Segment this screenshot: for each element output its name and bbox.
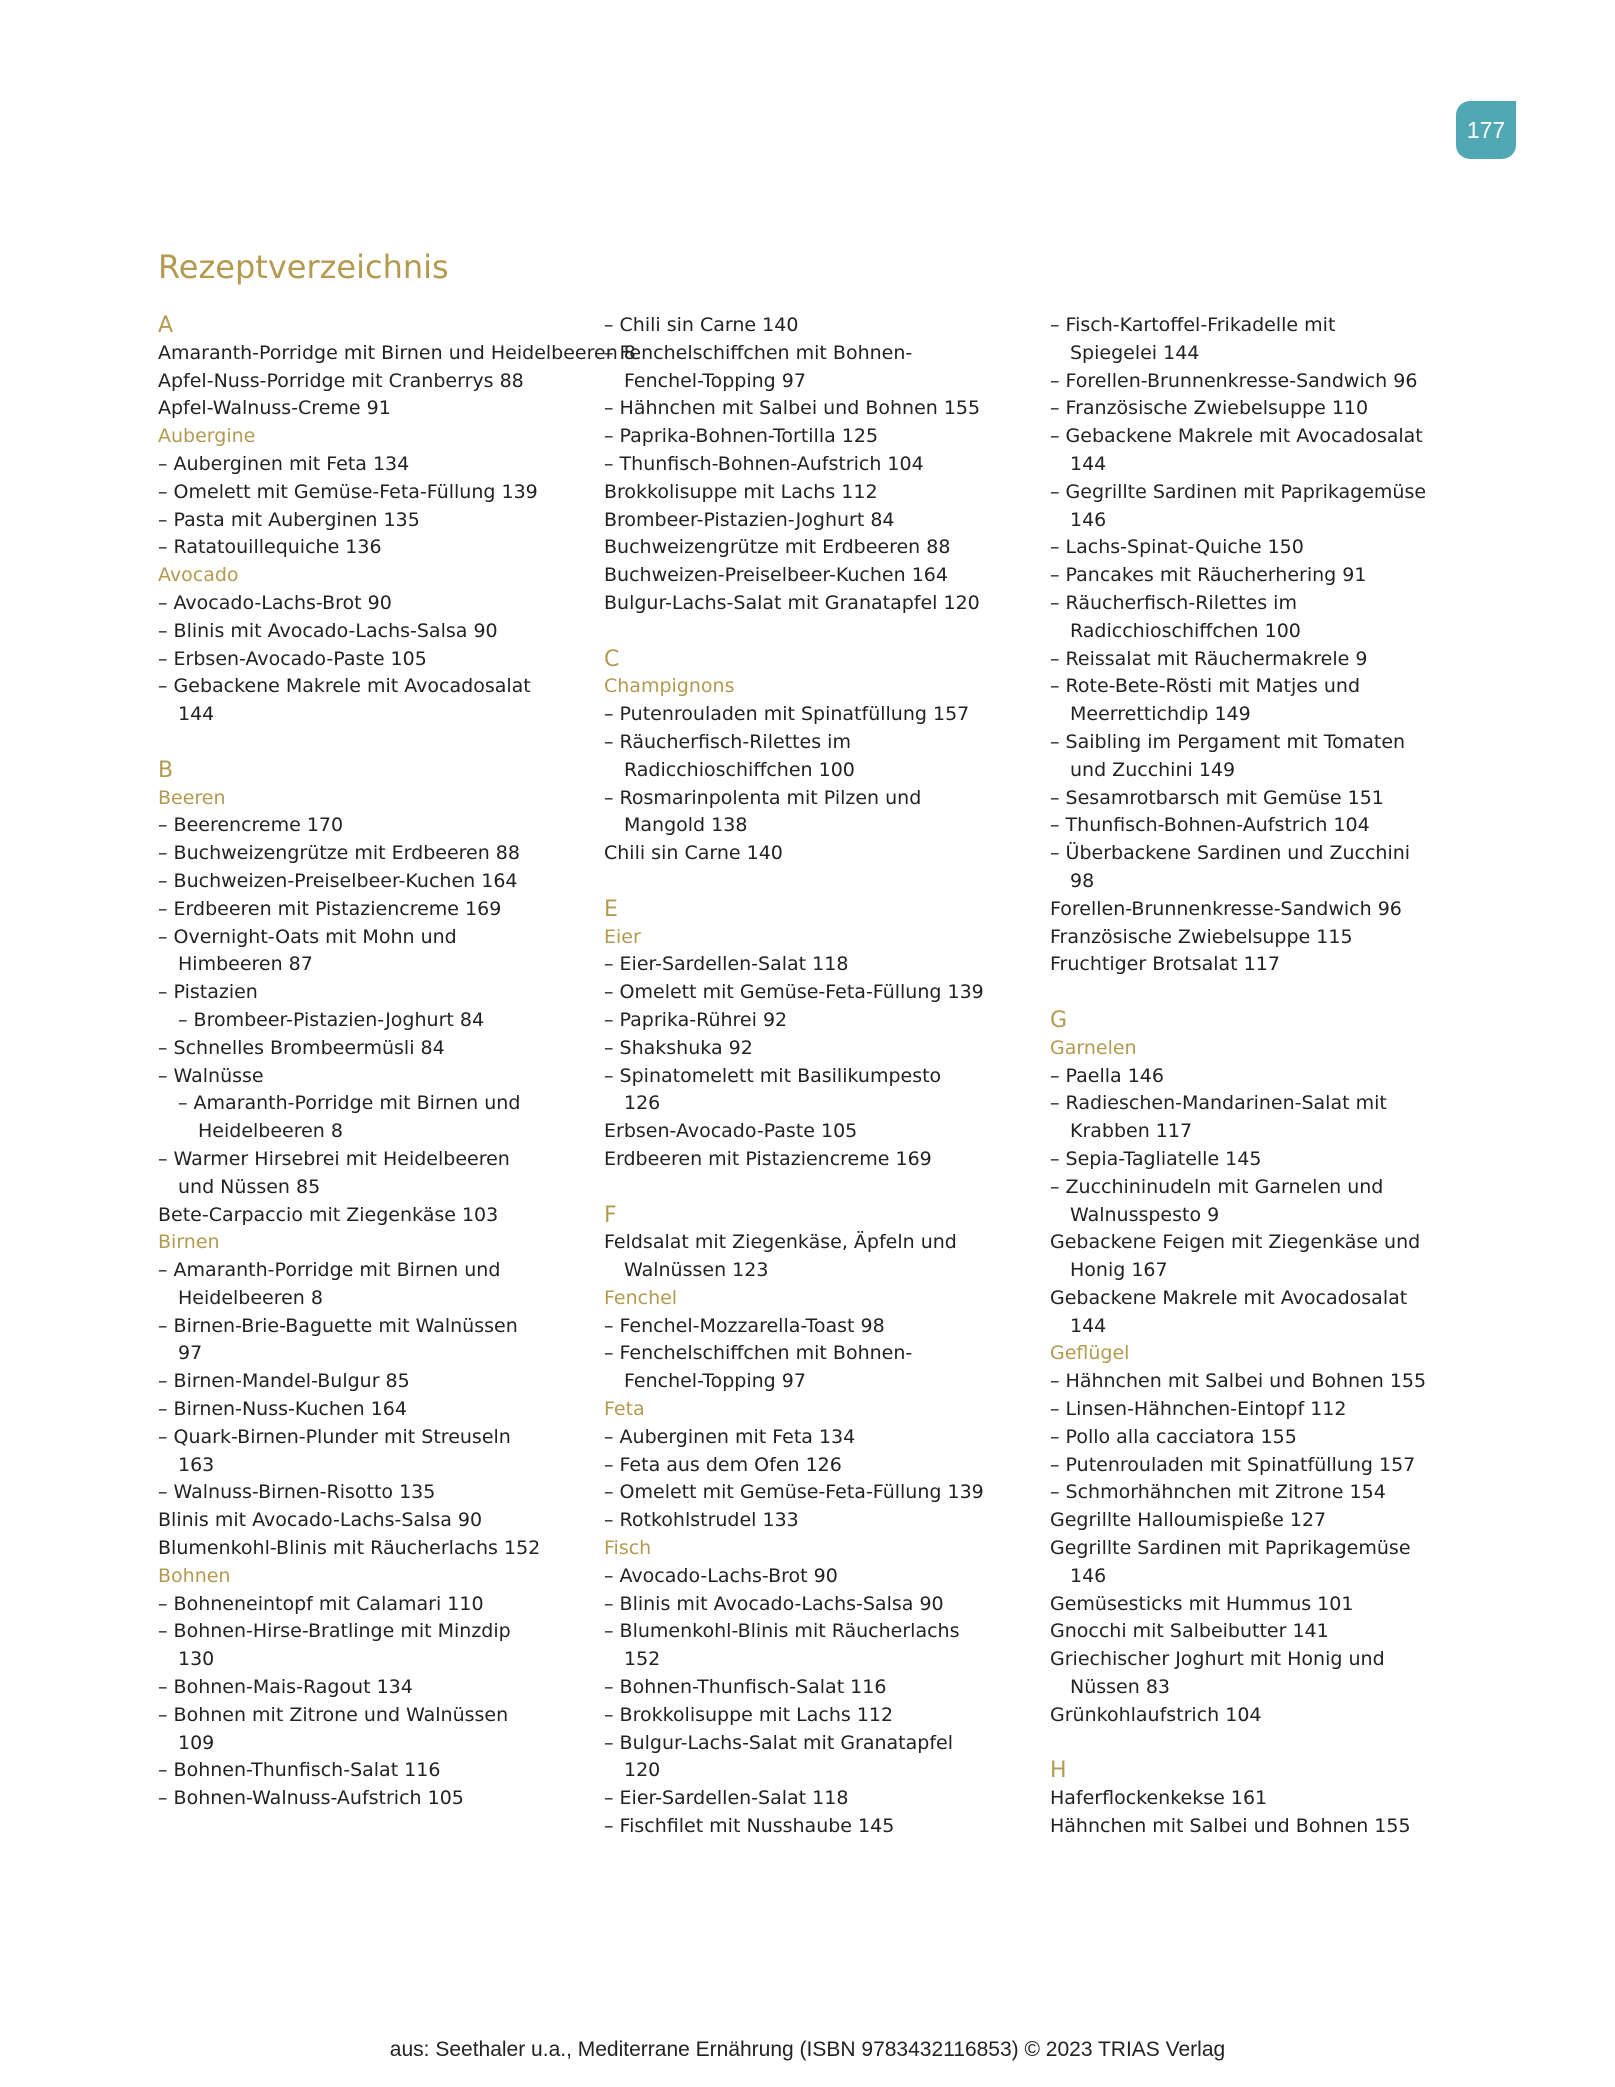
index-subentry: – Gebackene Makrele mit Avocadosalat (1050, 425, 1423, 448)
index-entry: Chili sin Carne 140 (604, 842, 783, 865)
index-subentry: – Überbackene Sardinen und Zucchini (1050, 842, 1411, 865)
index-subentry: – Bohnen-Thunfisch-Salat 116 (604, 1676, 887, 1699)
index-subentry: – Blinis mit Avocado-Lachs-Salsa 90 (604, 1592, 944, 1615)
index-subentry: – Auberginen mit Feta 134 (604, 1425, 856, 1448)
index-subsubentry: – Amaranth-Porridge mit Birnen und (178, 1092, 521, 1115)
index-entry-continuation: Heidelbeeren 8 (178, 1286, 323, 1309)
index-entry: Fruchtiger Brotsalat 117 (1050, 953, 1280, 976)
index-subentry: – Fischfilet mit Nusshaube 145 (604, 1815, 895, 1838)
index-subentry: – Thunfisch-Bohnen-Aufstrich 104 (604, 452, 924, 475)
index-entry-continuation: und Zucchini 149 (1070, 758, 1236, 781)
index-subentry: – Bohneneintopf mit Calamari 110 (158, 1592, 484, 1615)
index-entry-continuation: 120 (624, 1759, 661, 1782)
index-entry-continuation: 98 (1070, 869, 1095, 892)
index-entry: Bulgur-Lachs-Salat mit Granatapfel 120 (604, 591, 980, 614)
index-entry-continuation: 146 (1070, 508, 1107, 531)
index-subentry: – Shakshuka 92 (604, 1036, 753, 1059)
category-heading: Geflügel (1050, 1342, 1130, 1365)
category-heading: Fisch (604, 1537, 652, 1560)
index-subentry: – Birnen-Mandel-Bulgur 85 (158, 1370, 410, 1393)
index-subentry: – Beerencreme 170 (158, 814, 344, 837)
category-heading: Birnen (158, 1231, 220, 1254)
section-letter: F (604, 1202, 617, 1228)
index-subentry: – Bohnen-Hirse-Bratlinge mit Minzdip (158, 1620, 511, 1643)
index-subentry: – Bohnen mit Zitrone und Walnüssen (158, 1703, 509, 1726)
index-entry: Buchweizengrütze mit Erdbeeren 88 (604, 536, 951, 559)
index-subentry: – Avocado-Lachs-Brot 90 (158, 591, 392, 614)
index-entry: Blinis mit Avocado-Lachs-Salsa 90 (158, 1509, 483, 1532)
index-subentry: – Blumenkohl-Blinis mit Räucherlachs (604, 1620, 960, 1643)
index-subentry: – Fisch-Kartoffel-Frikadelle mit (1050, 314, 1336, 336)
index-subentry: – Rote-Bete-Rösti mit Matjes und (1050, 675, 1361, 698)
index-entry: Buchweizen-Preiselbeer-Kuchen 164 (604, 564, 948, 587)
index-subentry: – Räucherfisch-Rilettes im (1050, 591, 1297, 614)
index-entry: Bete-Carpaccio mit Ziegenkäse 103 (158, 1203, 499, 1226)
index-subentry: – Bohnen-Mais-Ragout 134 (158, 1676, 413, 1699)
index-subentry: – Radieschen-Mandarinen-Salat mit (1050, 1092, 1387, 1115)
index-entry-continuation: Nüssen 83 (1070, 1676, 1171, 1699)
index-subentry: – Pistazien (158, 981, 258, 1004)
section-letter: H (1050, 1758, 1067, 1784)
index-subentry: – Erdbeeren mit Pistaziencreme 169 (158, 897, 502, 920)
index-subentry: – Schnelles Brombeermüsli 84 (158, 1036, 445, 1059)
index-subentry: – Bohnen-Thunfisch-Salat 116 (158, 1759, 441, 1782)
index-subentry: – Eier-Sardellen-Salat 118 (604, 1787, 849, 1810)
index-subentry: – Paprika-Bohnen-Tortilla 125 (604, 425, 879, 448)
index-entry: Brokkolisuppe mit Lachs 112 (604, 480, 878, 503)
index-entry-continuation: Himbeeren 87 (178, 953, 313, 976)
index-subentry: – Walnüsse (158, 1064, 264, 1087)
index-subentry: – Omelett mit Gemüse-Feta-Füllung 139 (158, 480, 538, 503)
index-subentry: – Blinis mit Avocado-Lachs-Salsa 90 (158, 619, 498, 642)
index-entry: Apfel-Walnuss-Creme 91 (158, 397, 391, 420)
index-entry-continuation: Spiegelei 144 (1070, 341, 1200, 364)
index-subentry: – Sesamrotbarsch mit Gemüse 151 (1050, 786, 1384, 809)
index-subentry: – Avocado-Lachs-Brot 90 (604, 1564, 838, 1587)
index-subentry: – Fenchel-Mozzarella-Toast 98 (604, 1314, 885, 1337)
index-subentry: – Reissalat mit Räuchermakrele 9 (1050, 647, 1368, 670)
index-subentry: – Warmer Hirsebrei mit Heidelbeeren (158, 1147, 510, 1170)
index-subentry: – Pasta mit Auberginen 135 (158, 508, 420, 531)
index-subentry: – Putenrouladen mit Spinatfüllung 157 (1050, 1453, 1416, 1476)
index-column-3 (1050, 312, 1470, 1841)
index-subentry: – Zucchininudeln mit Garnelen und (1050, 1175, 1384, 1198)
index-entry: Französische Zwiebelsuppe 115 (1050, 925, 1353, 948)
section-letter: C (604, 646, 620, 672)
index-entry: Grünkohlaufstrich 104 (1050, 1703, 1262, 1726)
index-entry-continuation: Heidelbeeren 8 (198, 1120, 343, 1143)
index-entry-continuation: 144 (1070, 1314, 1107, 1337)
index-subentry: – Forellen-Brunnenkresse-Sandwich 96 (1050, 369, 1418, 392)
index-subentry: – Brokkolisuppe mit Lachs 112 (604, 1703, 894, 1726)
index-subentry: – Pancakes mit Räucherhering 91 (1050, 564, 1367, 587)
index-subentry: – Eier-Sardellen-Salat 118 (604, 953, 849, 976)
page-footer: aus: Seethaler u.a., Mediterrane Ernährung (ISBN 9783432116853) © 2023 TRIAS Verlag (389, 2038, 1226, 2061)
index-entry-continuation: und Nüssen 85 (178, 1175, 321, 1198)
index-entry: Gemüsesticks mit Hummus 101 (1050, 1592, 1354, 1615)
section-letter: A (158, 313, 174, 338)
index-subentry: – Spinatomelett mit Basilikumpesto (604, 1064, 942, 1087)
index-entry-continuation: Krabben 117 (1070, 1120, 1193, 1143)
index-subentry: – Quark-Birnen-Plunder mit Streuseln (158, 1425, 511, 1448)
index-subentry: – Hähnchen mit Salbei und Bohnen 155 (604, 397, 981, 420)
index-entry-continuation: Fenchel-Topping 97 (624, 1370, 806, 1393)
page-title: Rezeptverzeichnis (158, 248, 449, 286)
index-subentry: – Omelett mit Gemüse-Feta-Füllung 139 (604, 981, 984, 1004)
index-entry-continuation: 163 (178, 1453, 215, 1476)
index-subentry: – Birnen-Nuss-Kuchen 164 (158, 1398, 407, 1421)
index-entry: Amaranth-Porridge mit Birnen und Heidelbeeren 8 (158, 341, 636, 364)
index-subentry: – Birnen-Brie-Baguette mit Walnüssen (158, 1314, 518, 1337)
index-entry-continuation: Mangold 138 (624, 814, 748, 837)
page-number-badge: 177 (1456, 101, 1516, 159)
index-subentry: – Bulgur-Lachs-Salat mit Granatapfel (604, 1731, 953, 1754)
index-subentry: – Ratatouillequiche 136 (158, 536, 382, 559)
index-entry-continuation: Walnusspesto 9 (1070, 1203, 1220, 1226)
index-subentry: – Gegrillte Sardinen mit Paprikagemüse (1050, 480, 1427, 503)
category-heading: Bohnen (158, 1564, 231, 1587)
index-subentry: – Paprika-Rührei 92 (604, 1008, 788, 1031)
index-subentry: – Pollo alla cacciatora 155 (1050, 1425, 1297, 1448)
index-subentry: – Thunfisch-Bohnen-Aufstrich 104 (1050, 814, 1370, 837)
category-heading: Garnelen (1050, 1036, 1137, 1059)
index-subentry: – Rotkohlstrudel 133 (604, 1509, 799, 1532)
category-heading: Aubergine (158, 425, 256, 448)
index-subentry: – Gebackene Makrele mit Avocadosalat (158, 675, 531, 698)
index-entry-continuation: 109 (178, 1731, 215, 1754)
index-subentry: – Räucherfisch-Rilettes im (604, 730, 851, 753)
index-entry-continuation: Walnüssen 123 (624, 1259, 769, 1282)
index-entry-continuation: 130 (178, 1648, 215, 1671)
index-subentry: – Französische Zwiebelsuppe 110 (1050, 397, 1369, 420)
index-entry: Gegrillte Halloumispieße 127 (1050, 1509, 1327, 1532)
category-heading: Beeren (158, 786, 226, 809)
index-subentry: – Buchweizengrütze mit Erdbeeren 88 (158, 842, 520, 865)
index-subentry: – Schmorhähnchen mit Zitrone 154 (1050, 1481, 1386, 1504)
index-subentry: – Rosmarinpolenta mit Pilzen und (604, 786, 922, 809)
category-heading: Fenchel (604, 1286, 678, 1309)
index-entry-continuation: 144 (1070, 452, 1107, 475)
index-entry: Apfel-Nuss-Porridge mit Cranberrys 88 (158, 369, 524, 392)
index-subentry: – Fenchelschiffchen mit Bohnen- (604, 341, 913, 364)
index-subentry: – Paella 146 (1050, 1064, 1164, 1087)
index-subentry: – Walnuss-Birnen-Risotto 135 (158, 1481, 436, 1504)
section-letter: B (158, 757, 174, 783)
index-subentry: – Saibling im Pergament mit Tomaten (1050, 730, 1406, 753)
section-letter: E (604, 896, 618, 922)
index-subentry: – Putenrouladen mit Spinatfüllung 157 (604, 703, 970, 726)
index-entry-continuation: 126 (624, 1092, 661, 1115)
index-entry-continuation: 97 (178, 1342, 203, 1365)
index-subentry: – Sepia-Tagliatelle 145 (1050, 1147, 1262, 1170)
index-entry: Haferflockenkekse 161 (1050, 1787, 1268, 1810)
index-subentry: – Omelett mit Gemüse-Feta-Füllung 139 (604, 1481, 984, 1504)
index-entry: Brombeer-Pistazien-Joghurt 84 (604, 508, 895, 531)
index-entry: Blumenkohl-Blinis mit Räucherlachs 152 (158, 1537, 541, 1560)
index-subentry: – Amaranth-Porridge mit Birnen und (158, 1259, 501, 1282)
category-heading: Eier (604, 925, 641, 948)
index-entry-continuation: Meerrettichdip 149 (1070, 703, 1251, 726)
index-entry: Hähnchen mit Salbei und Bohnen 155 (1050, 1815, 1411, 1838)
category-heading: Champignons (604, 675, 735, 698)
index-entry: Feldsalat mit Ziegenkäse, Äpfeln und (604, 1231, 957, 1254)
index-entry-continuation: 152 (624, 1648, 661, 1671)
index-subentry: – Auberginen mit Feta 134 (158, 452, 410, 475)
section-letter: G (1050, 1007, 1068, 1033)
index-subentry: – Chili sin Carne 140 (604, 314, 799, 336)
index-entry: Forellen-Brunnenkresse-Sandwich 96 (1050, 897, 1402, 920)
index-entry-continuation: 144 (178, 703, 215, 726)
index-subentry: – Overnight-Oats mit Mohn und (158, 925, 457, 948)
index-entry: Erdbeeren mit Pistaziencreme 169 (604, 1147, 932, 1170)
index-subentry: – Fenchelschiffchen mit Bohnen- (604, 1342, 913, 1365)
index-subentry: – Erbsen-Avocado-Paste 105 (158, 647, 427, 670)
index-entry: Erbsen-Avocado-Paste 105 (604, 1120, 858, 1143)
category-heading: Feta (604, 1398, 645, 1421)
index-subentry: – Hähnchen mit Salbei und Bohnen 155 (1050, 1370, 1427, 1393)
category-heading: Avocado (158, 564, 239, 587)
index-subsubentry: – Brombeer-Pistazien-Joghurt 84 (178, 1008, 485, 1031)
index-entry-continuation: Fenchel-Topping 97 (624, 369, 806, 392)
index-entry: Gnocchi mit Salbeibutter 141 (1050, 1620, 1329, 1643)
index-entry-continuation: Honig 167 (1070, 1259, 1168, 1282)
index-subentry: – Linsen-Hähnchen-Eintopf 112 (1050, 1398, 1347, 1421)
index-entry-continuation: Radicchioschiffchen 100 (624, 758, 855, 781)
index-entry: Gegrillte Sardinen mit Paprikagemüse (1050, 1537, 1411, 1560)
index-subentry: – Lachs-Spinat-Quiche 150 (1050, 536, 1304, 559)
index-entry: Gebackene Makrele mit Avocadosalat (1050, 1286, 1408, 1309)
index-subentry: – Feta aus dem Ofen 126 (604, 1453, 842, 1476)
index-subentry: – Bohnen-Walnuss-Aufstrich 105 (158, 1787, 464, 1810)
index-entry-continuation: 146 (1070, 1564, 1107, 1587)
index-entry: Griechischer Joghurt mit Honig und (1050, 1648, 1385, 1671)
index-column-2 (604, 312, 1024, 1841)
index-entry: Gebackene Feigen mit Ziegenkäse und (1050, 1231, 1421, 1254)
index-entry-continuation: Radicchioschiffchen 100 (1070, 619, 1301, 642)
index-subentry: – Buchweizen-Preiselbeer-Kuchen 164 (158, 869, 518, 892)
